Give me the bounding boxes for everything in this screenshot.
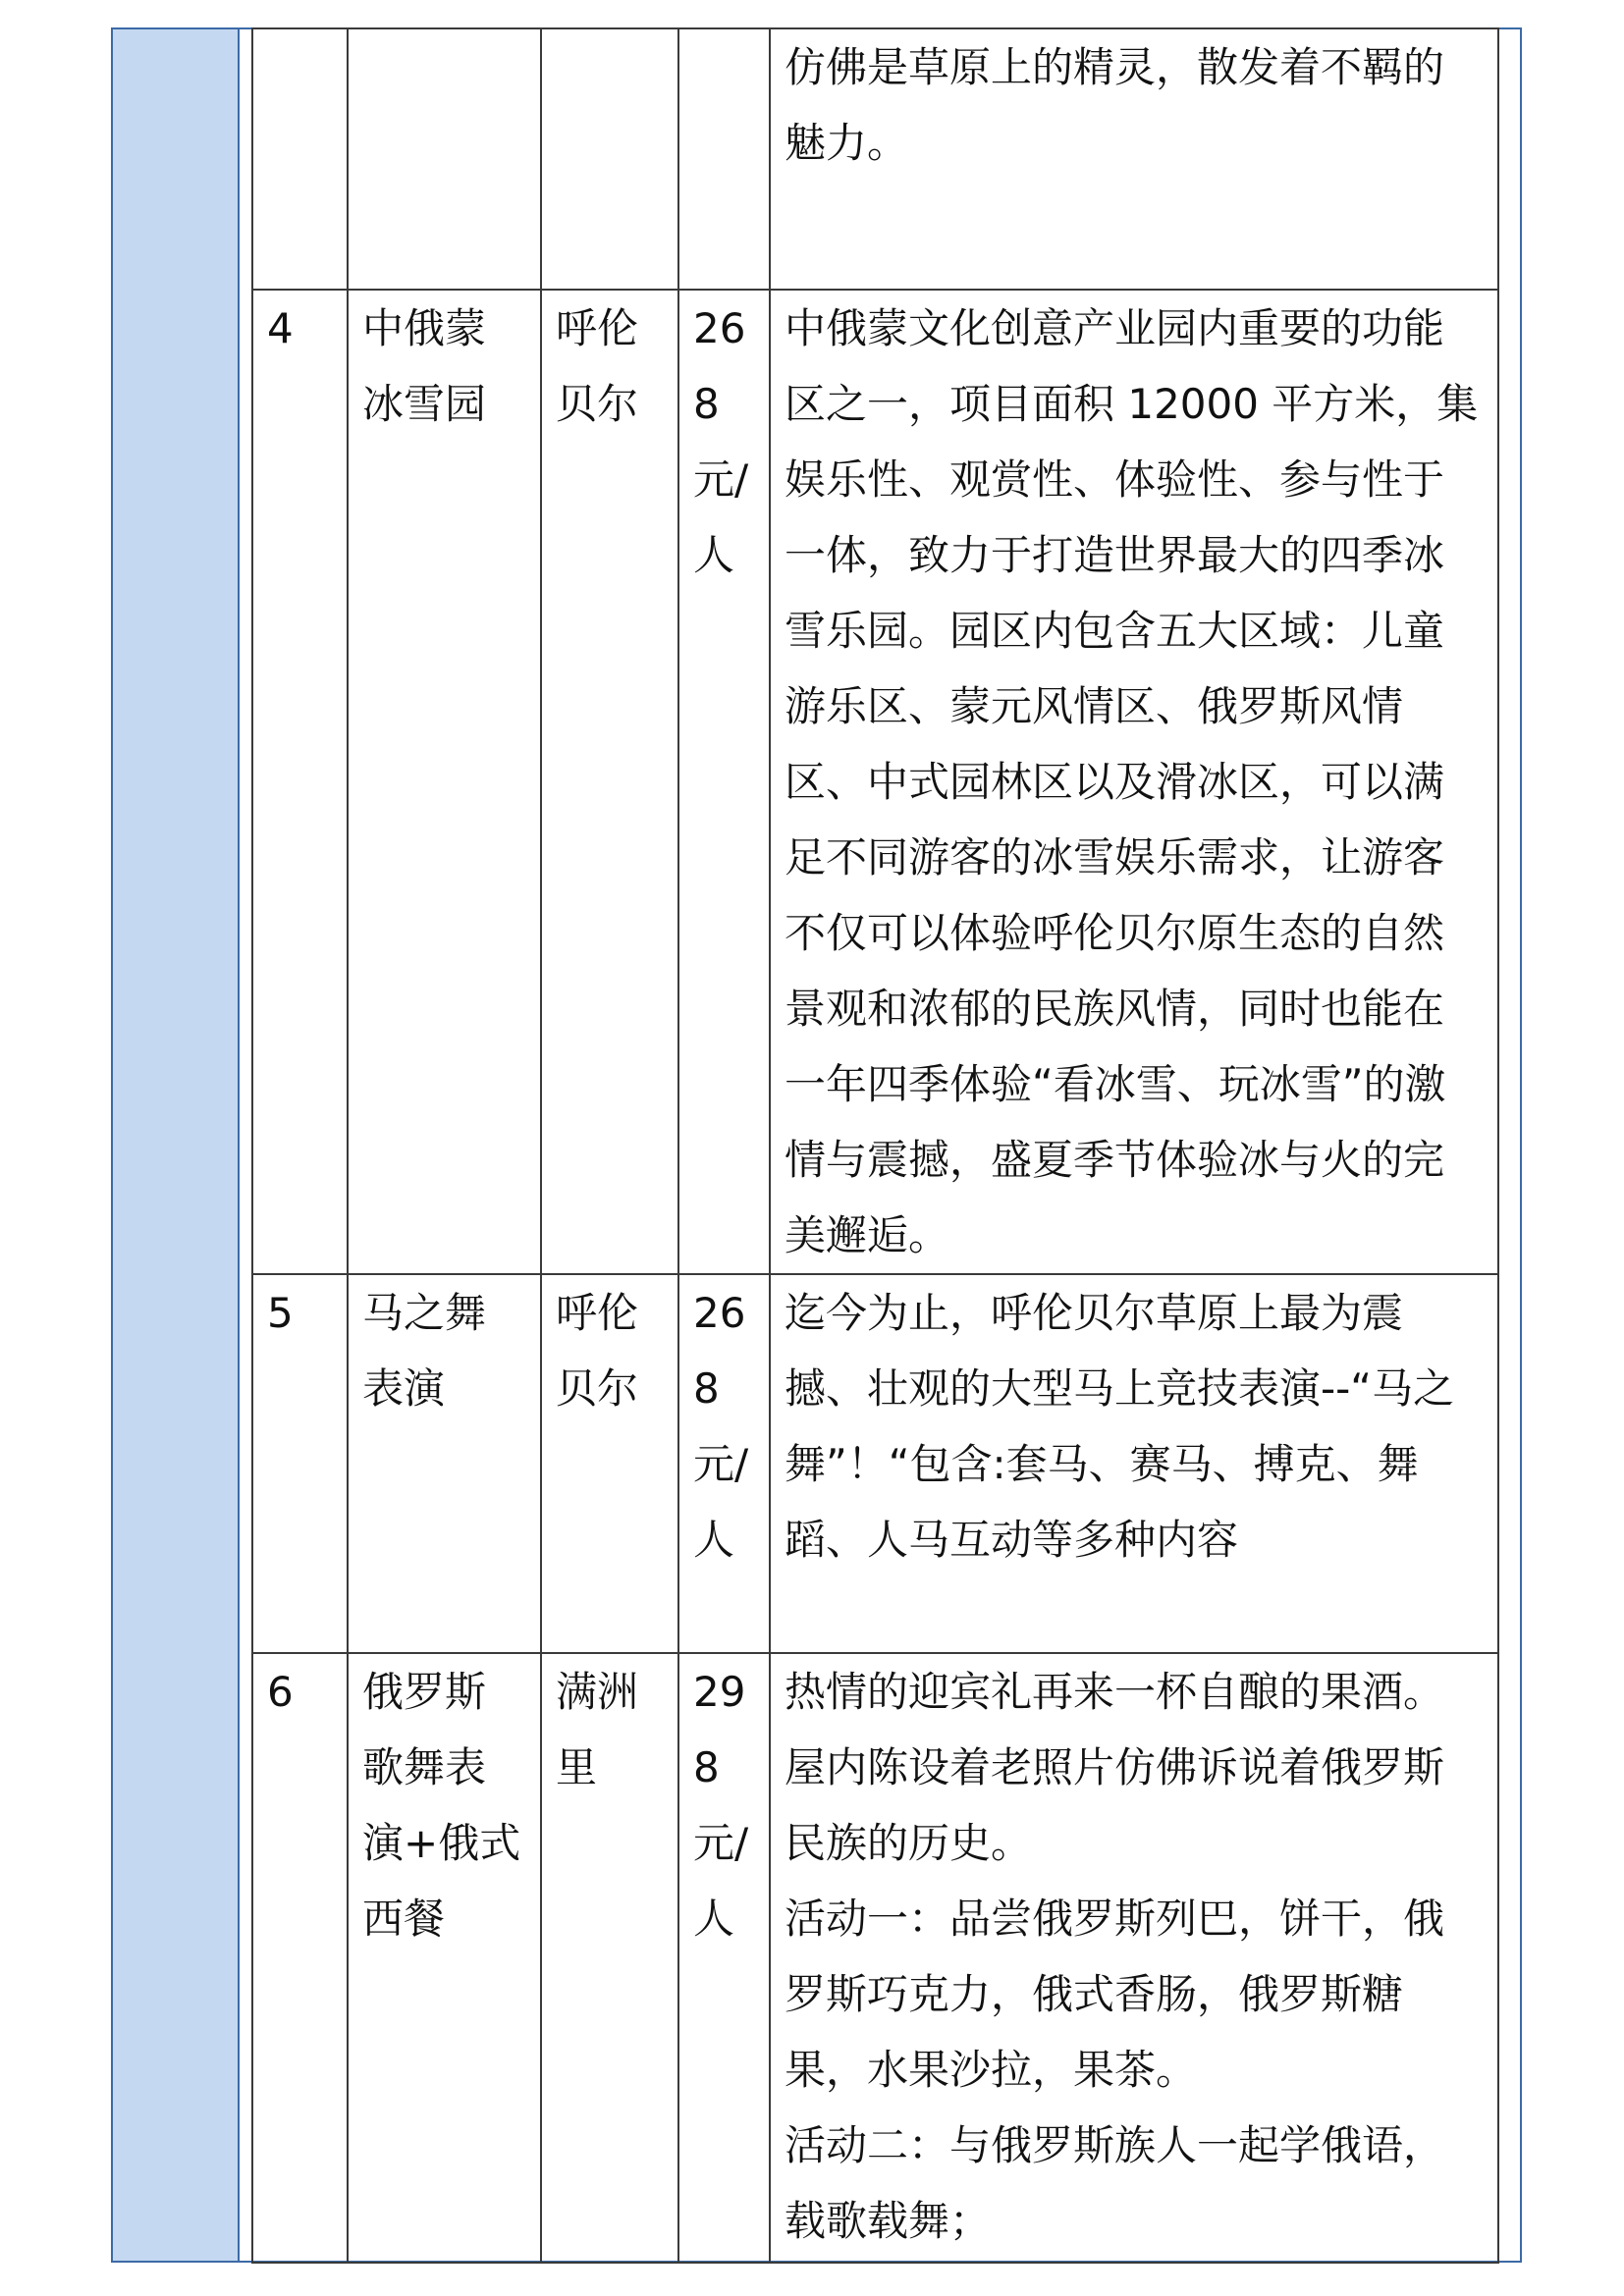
row-number: 5 [252,1274,348,1653]
itinerary-table [251,27,1499,2264]
price: 298元/人 [678,1653,770,2263]
description [770,1653,1498,2263]
city [541,28,678,290]
description-paragraph: 热情的迎宾礼再来一杯自酿的果酒。屋内陈设着老照片仿佛诉说着俄罗斯民族的历史。 [785,1668,1445,1867]
sidebar-divider [238,29,240,2261]
description-paragraph: 中俄蒙文化创意产业园内重要的功能区之一，项目面积 12000 平方米，集娱乐性、观赏性、体验性、参与性于一体，致力于打造世界最大的四季冰雪乐园。园区内包含五大区域：儿童游乐区、蒙元风情区、俄罗斯风情区、中式园林区以及滑冰区，可以满足不同游客的冰雪娱乐需求，让游客不仅可以体验呼伦贝尔原生态的自然景观和浓郁的民族风情，同时也能在一年四季体验“看冰雪、玩冰雪”的激情与震撼，盛夏季节体验冰与火的完美邂逅。 [785,304,1479,1259]
description-paragraph: 迄今为止，呼伦贝尔草原上最为震撼、壮观的大型马上竞技表演--“马之舞”！“包含:套马、赛马、搏克、舞蹈、人马互动等多种内容 [785,1289,1455,1564]
price: 268元/人 [678,290,770,1274]
city: 满洲里 [541,1653,678,2263]
row-number: 4 [252,290,348,1274]
activity-name [348,28,541,290]
activity-name: 中俄蒙冰雪园 [348,290,541,1274]
description [770,28,1498,290]
row-number: 6 [252,1653,348,2263]
activity-name: 俄罗斯歌舞表演+俄式西餐 [348,1653,541,2263]
table-row [252,28,1498,290]
description-paragraph: 活动一：品尝俄罗斯列巴，饼干，俄罗斯巧克力，俄式香肠，俄罗斯糖果，水果沙拉，果茶。 [785,1895,1445,2094]
table-row [252,290,1498,1274]
description-paragraph: 仿佛是草原上的精灵，散发着不羁的魅力。 [785,43,1445,167]
sidebar-band [113,29,238,2261]
price [678,28,770,290]
table-row [252,1653,1498,2263]
row-number [252,28,348,290]
description [770,290,1498,1274]
activity-name: 马之舞表演 [348,1274,541,1653]
city: 呼伦贝尔 [541,290,678,1274]
description-paragraph: 活动二：与俄罗斯族人一起学俄语，载歌载舞； [785,2121,1445,2245]
city: 呼伦贝尔 [541,1274,678,1653]
table-row [252,1274,1498,1653]
price: 268元/人 [678,1274,770,1653]
description [770,1274,1498,1653]
